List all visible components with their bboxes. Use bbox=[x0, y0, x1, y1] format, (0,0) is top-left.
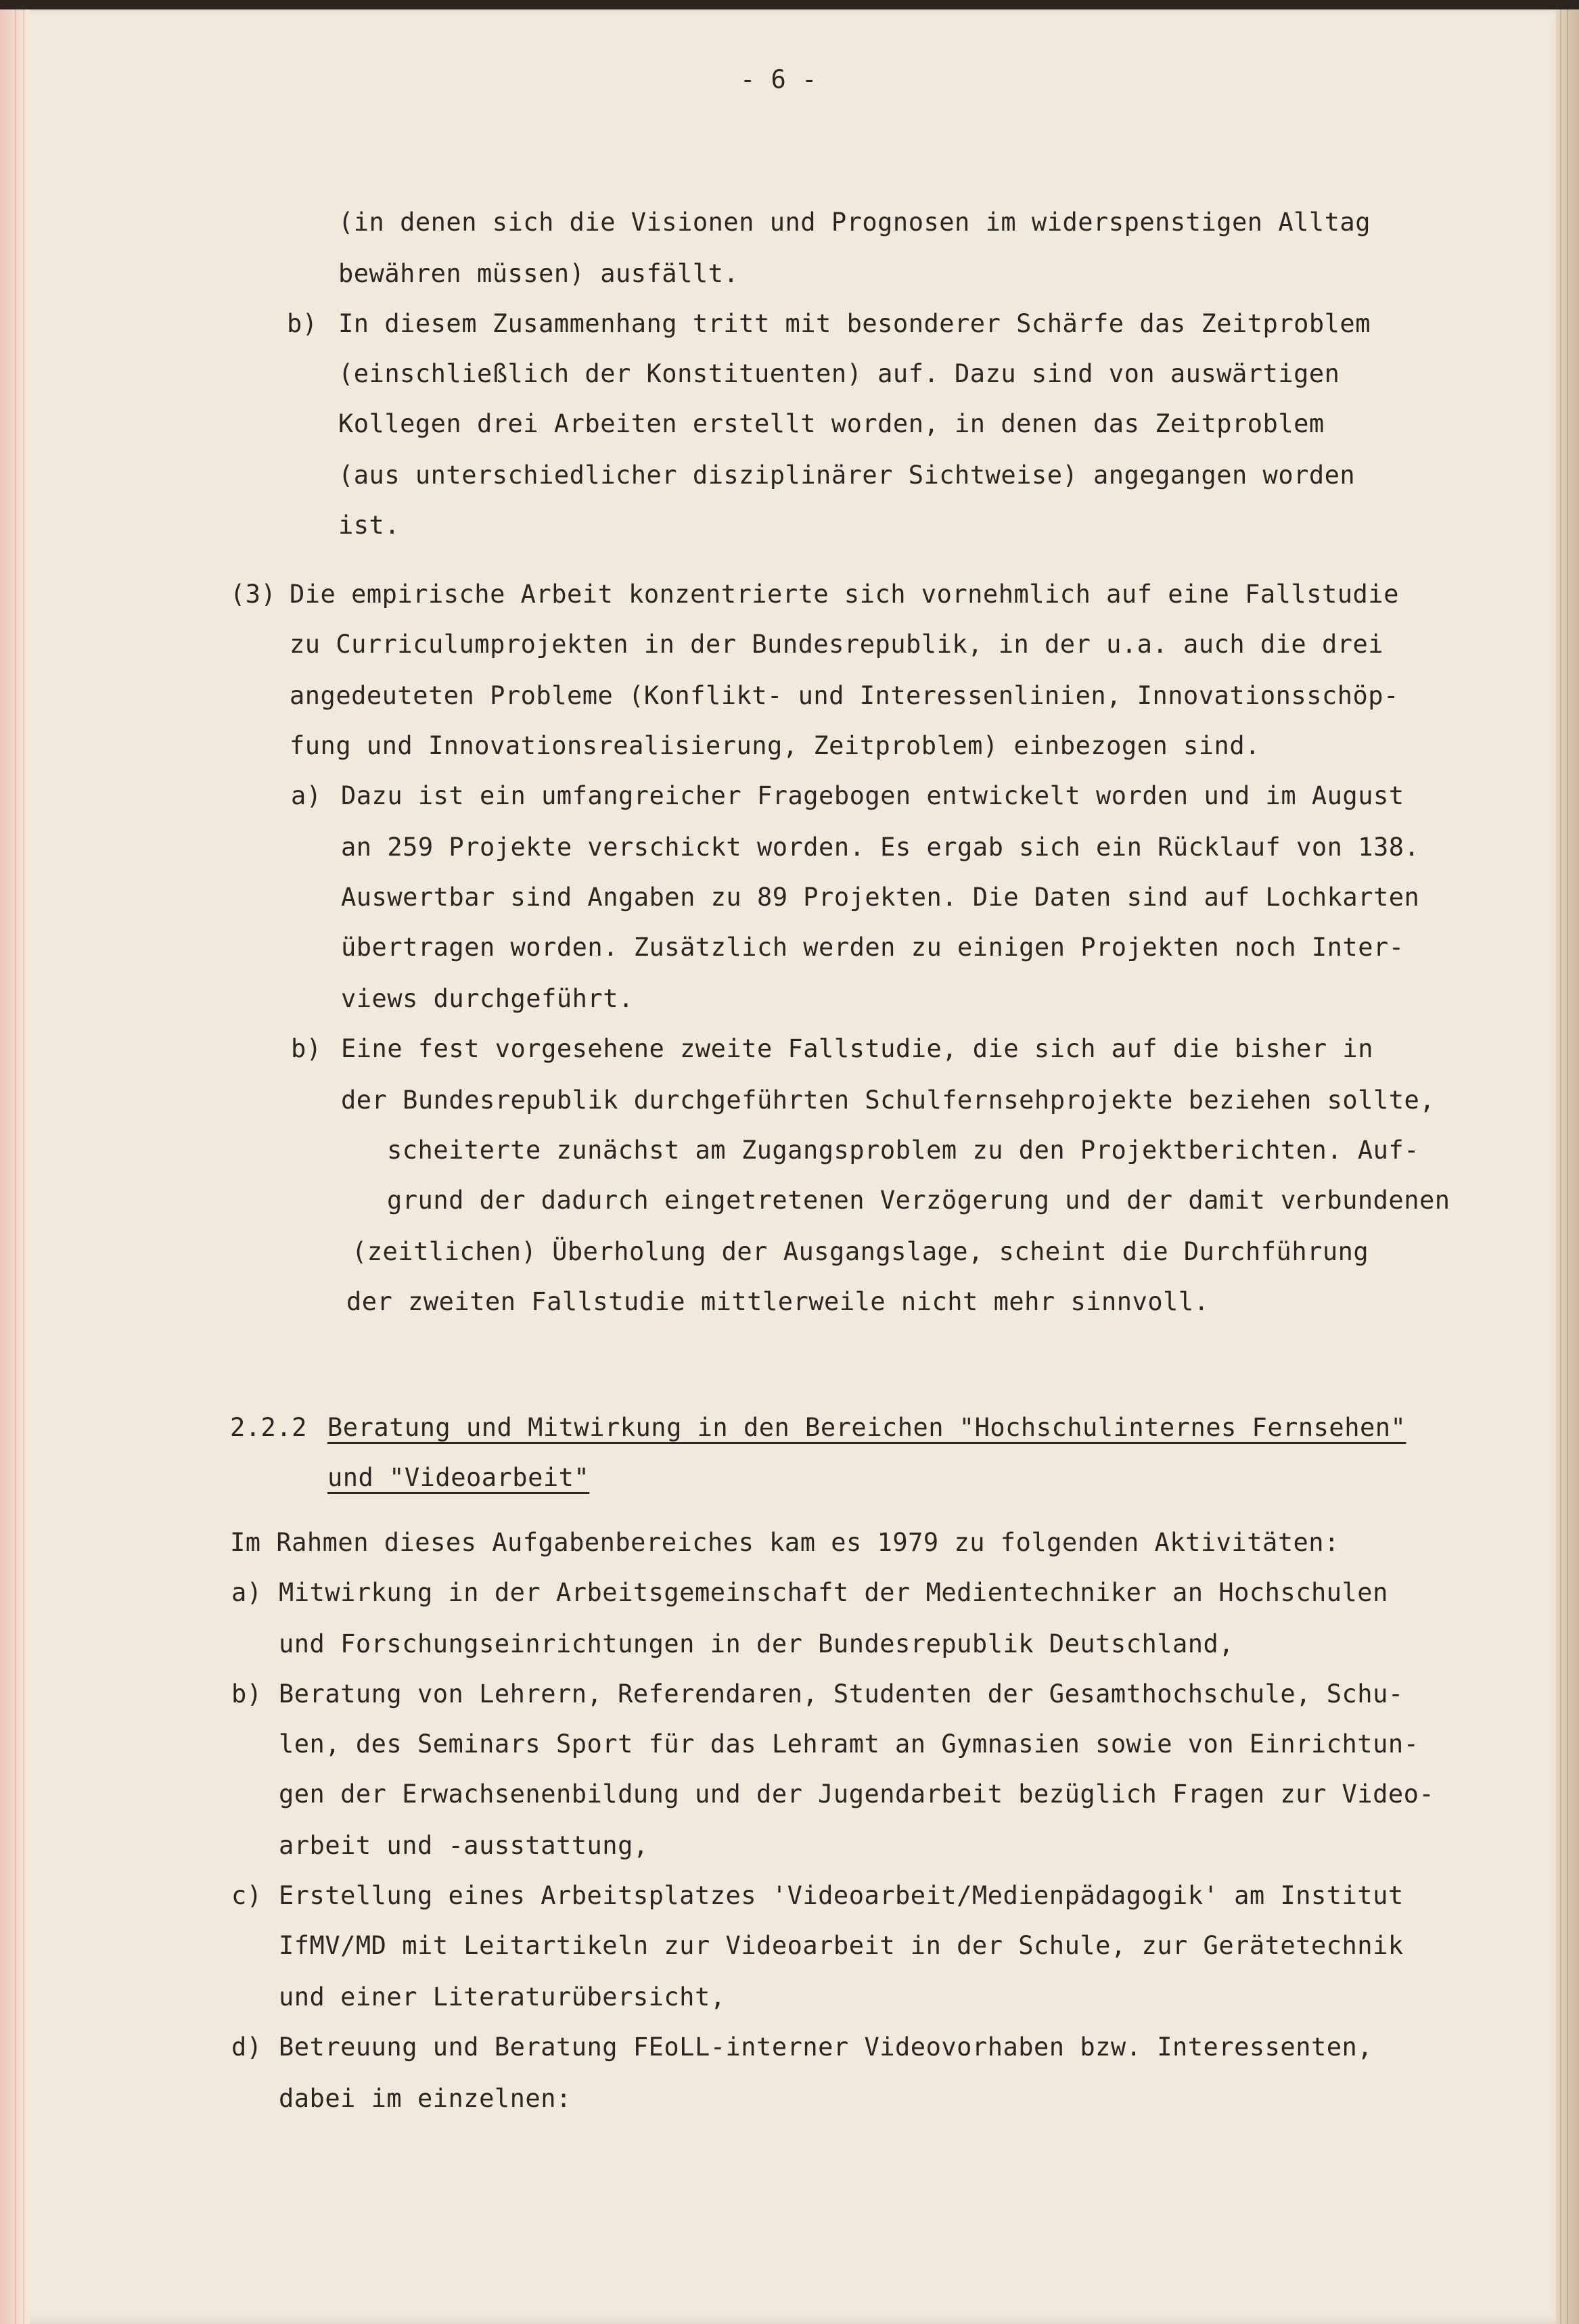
paragraph-line: fung und Innovationsrealisierung, Zeitproblem) einbezogen sind. bbox=[290, 731, 1260, 760]
section-intro: Im Rahmen dieses Aufgabenbereiches kam es 1979 zu folgenden Aktivitäten: bbox=[230, 1528, 1340, 1557]
right-page-edges bbox=[1556, 0, 1579, 2324]
paragraph-line: Auswertbar sind Angaben zu 89 Projekten. Die Daten sind auf Lochkarten bbox=[341, 883, 1420, 912]
paragraph-line: Eine fest vorgesehene zweite Fallstudie, die sich auf die bisher in bbox=[341, 1034, 1373, 1063]
paragraph-line: gen der Erwachsenenbildung und der Jugendarbeit bezüglich Fragen zur Video- bbox=[279, 1780, 1435, 1809]
paragraph-line: Kollegen drei Arbeiten erstellt worden, in denen das Zeitproblem bbox=[338, 409, 1325, 438]
paragraph-line: (aus unterschiedlicher disziplinärer Sichtweise) angegangen worden bbox=[338, 461, 1356, 490]
page-number: - 6 - bbox=[740, 65, 817, 94]
paragraph-line: Betreuung und Beratung FEoLL-interner Videovorhaben bzw. Interessenten, bbox=[279, 2032, 1373, 2062]
paragraph-line: len, des Seminars Sport für das Lehramt an Gymnasien sowie von Einrichtun- bbox=[279, 1729, 1419, 1759]
paragraph-line: und einer Literaturübersicht, bbox=[279, 1982, 726, 2012]
paragraph-line: und Forschungseinrichtungen in der Bundesrepublik Deutschland, bbox=[279, 1629, 1235, 1658]
paragraph-line: an 259 Projekte verschickt worden. Es ergab sich ein Rücklauf von 138. bbox=[341, 833, 1420, 862]
paragraph-line: grund der dadurch eingetretenen Verzögerung und der damit verbundenen bbox=[387, 1186, 1450, 1215]
list-marker: d) bbox=[231, 2032, 262, 2062]
list-marker: (3) bbox=[230, 580, 277, 609]
paragraph-line: der Bundesrepublik durchgeführten Schulfernsehprojekte beziehen sollte, bbox=[341, 1086, 1436, 1115]
continuation-line: bewähren müssen) ausfällt. bbox=[338, 259, 739, 288]
paragraph-line: Die empirische Arbeit konzentrierte sich vornehmlich auf eine Fallstudie bbox=[290, 580, 1399, 609]
paragraph-line: (zeitlichen) Überholung der Ausgangslage, scheint die Durchführung bbox=[352, 1237, 1369, 1266]
paragraph-line: dabei im einzelnen: bbox=[279, 2084, 572, 2113]
paragraph-line: der zweiten Fallstudie mittlerweile nicht mehr sinnvoll. bbox=[346, 1287, 1210, 1316]
paragraph-line: zu Curriculumprojekten in der Bundesrepublik, in der u.a. auch die drei bbox=[290, 630, 1384, 659]
section-title-line: Beratung und Mitwirkung in den Bereichen "Hochschulinternes Fernsehen" bbox=[327, 1413, 1406, 1442]
paragraph-line: angedeuteten Probleme (Konflikt- und Interessenlinien, Innovationsschöp- bbox=[290, 681, 1399, 710]
paragraph-line: views durchgeführt. bbox=[341, 984, 634, 1013]
paragraph-line: scheiterte zunächst am Zugangsproblem zu den Projektberichten. Auf- bbox=[387, 1136, 1419, 1165]
paragraph-line: (einschließlich der Konstituenten) auf. Dazu sind von auswärtigen bbox=[338, 359, 1340, 388]
paragraph-line: Erstellung eines Arbeitsplatzes 'Videoarbeit/Medienpädagogik' am Institut bbox=[279, 1881, 1404, 1910]
paragraph-line: Dazu ist ein umfangreicher Fragebogen entwickelt worden und im August bbox=[341, 781, 1404, 810]
paragraph-line: arbeit und -ausstattung, bbox=[279, 1831, 649, 1860]
paragraph-line: Mitwirkung in der Arbeitsgemeinschaft der Medientechniker an Hochschulen bbox=[279, 1578, 1388, 1607]
paragraph-line: IfMV/MD mit Leitartikeln zur Videoarbeit in der Schule, zur Gerätetechnik bbox=[279, 1931, 1404, 1960]
paragraph-line: übertragen worden. Zusätzlich werden zu einigen Projekten noch Inter- bbox=[341, 933, 1404, 962]
paragraph-line: ist. bbox=[338, 511, 401, 540]
continuation-line: (in denen sich die Visionen und Prognosen im widerspenstigen Alltag bbox=[338, 208, 1371, 237]
paragraph-line: In diesem Zusammenhang tritt mit besonderer Schärfe das Zeitproblem bbox=[338, 309, 1371, 338]
list-marker: b) bbox=[231, 1679, 262, 1709]
list-marker: b) bbox=[291, 1034, 322, 1063]
list-marker: b) bbox=[287, 309, 318, 338]
paragraph-line: Beratung von Lehrern, Referendaren, Studenten der Gesamthochschule, Schu- bbox=[279, 1679, 1404, 1709]
list-marker: a) bbox=[291, 781, 322, 810]
list-marker: a) bbox=[231, 1578, 262, 1607]
list-marker: c) bbox=[231, 1881, 262, 1910]
section-number: 2.2.2 bbox=[230, 1413, 307, 1442]
section-title-line: und "Videoarbeit" bbox=[327, 1463, 590, 1492]
